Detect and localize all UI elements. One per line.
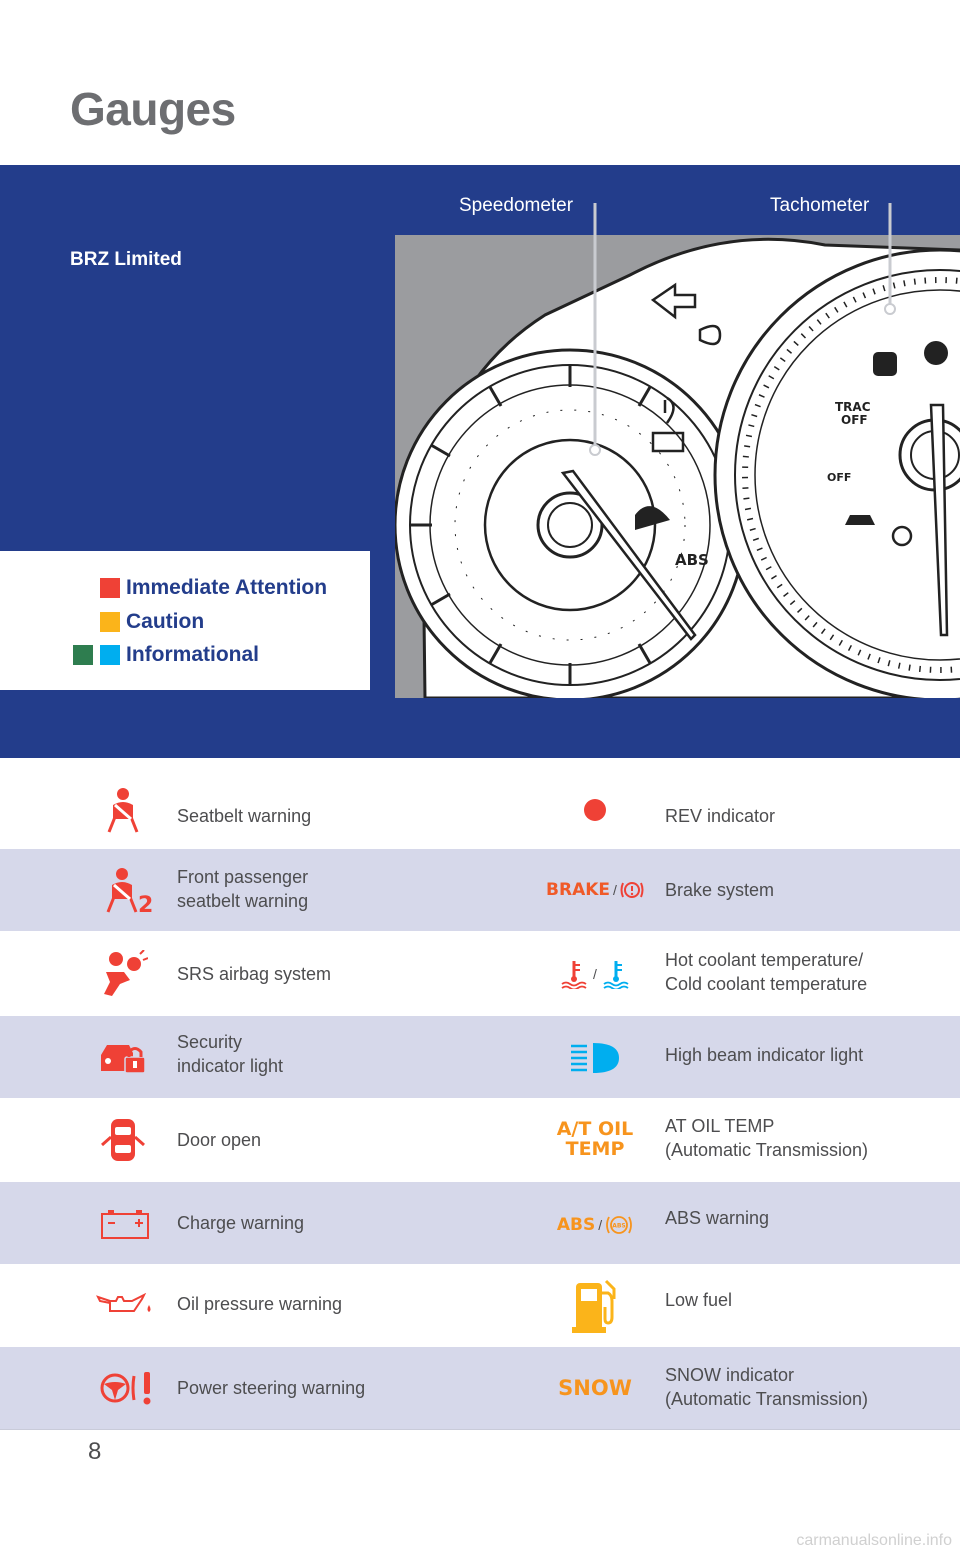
cluster-abs-text: ABS xyxy=(675,551,709,569)
label-line-1: SNOW indicator xyxy=(665,1365,795,1385)
temp-text: TEMP xyxy=(565,1138,625,1160)
amber-square-icon xyxy=(100,612,120,632)
snow-icon xyxy=(540,1371,650,1405)
footer-watermark: carmanualsonline.info xyxy=(796,1532,952,1549)
snow-indicator-label xyxy=(665,1363,955,1411)
brake-text-icon: BRAKE xyxy=(546,880,611,900)
brake-circle-icon xyxy=(620,879,644,901)
high-beam-label: High beam indicator light xyxy=(665,1045,864,1065)
seatbelt-warning-label: Seatbelt warning xyxy=(177,806,312,826)
high-beam-icon xyxy=(540,1038,650,1078)
brake-system-label: Brake system xyxy=(665,880,775,900)
abs-circle-icon xyxy=(605,1212,633,1238)
label-line-1: Security xyxy=(177,1032,243,1052)
table-row xyxy=(0,1016,960,1098)
snow-text-icon: SNOW xyxy=(558,1376,632,1400)
separator: / xyxy=(613,882,617,898)
door-open-label: Door open xyxy=(177,1130,262,1150)
airbag-icon xyxy=(95,949,151,999)
red-square-icon xyxy=(100,578,120,598)
abs-small-text: ABS xyxy=(612,1222,626,1230)
brake-icon xyxy=(540,875,650,905)
cold-coolant-icon xyxy=(603,959,629,989)
green-square-icon xyxy=(73,645,93,665)
low-fuel-label: Low fuel xyxy=(665,1290,733,1310)
table-row xyxy=(0,931,960,1016)
power-steering-warning-label: Power steering warning xyxy=(177,1378,366,1398)
table-row xyxy=(0,1264,960,1347)
hot-coolant-icon xyxy=(561,959,587,989)
cluster-off-text: OFF xyxy=(841,413,868,427)
legend-caution-label: Caution xyxy=(126,610,205,633)
rev-dot-icon xyxy=(540,794,650,826)
door-open-icon xyxy=(95,1114,151,1166)
label-line-2: (Automatic Transmission) xyxy=(665,1389,869,1409)
abs-warning-label: ABS warning xyxy=(665,1208,770,1228)
legend-immediate-label: Immediate Attention xyxy=(126,576,328,599)
legend-informational-label: Informational xyxy=(126,643,260,666)
battery-icon xyxy=(95,1204,155,1244)
fuel-pump-icon xyxy=(540,1274,650,1336)
front-passenger-seatbelt-label xyxy=(177,865,477,913)
table-row xyxy=(0,1182,960,1264)
coolant-temperature-label xyxy=(665,948,955,996)
tachometer-callout-label: Tachometer xyxy=(770,195,870,216)
power-steering-icon xyxy=(98,1367,158,1409)
model-label: BRZ Limited xyxy=(70,249,182,270)
page-title: Gauges xyxy=(70,83,236,135)
oil-can-icon xyxy=(95,1288,155,1320)
abs-icon xyxy=(540,1208,650,1242)
table-row xyxy=(0,768,960,849)
cluster-off2-text: OFF xyxy=(827,471,852,484)
label-line-1: AT OIL TEMP xyxy=(665,1116,775,1136)
label-line-2: Cold coolant temperature xyxy=(665,974,868,994)
label-line-2: seatbelt warning xyxy=(177,891,309,911)
hero-panel xyxy=(0,165,960,758)
at-oil-text: A/T OIL xyxy=(556,1118,634,1140)
security-icon xyxy=(95,1038,151,1078)
speedometer-callout-label: Speedometer xyxy=(459,195,574,216)
rev-indicator-label: REV indicator xyxy=(665,806,776,826)
table-row xyxy=(0,1098,960,1182)
cluster-trac-text: TRAC xyxy=(835,400,871,414)
at-oil-temp-label xyxy=(665,1114,955,1162)
srs-airbag-label: SRS airbag system xyxy=(177,964,332,984)
passenger-seatbelt-badge: 2 xyxy=(138,893,154,914)
oil-pressure-warning-label: Oil pressure warning xyxy=(177,1294,343,1314)
instrument-cluster-illustration xyxy=(395,235,960,698)
charge-warning-label: Charge warning xyxy=(177,1213,305,1233)
label-line-1: Hot coolant temperature/ xyxy=(665,950,864,970)
table-row xyxy=(0,1347,960,1429)
separator: / xyxy=(593,966,597,982)
abs-text-icon: ABS xyxy=(556,1215,596,1235)
label-line-2: indicator light xyxy=(177,1056,284,1076)
cluster-drawing xyxy=(395,235,960,698)
color-legend xyxy=(0,551,370,690)
coolant-icon xyxy=(540,957,650,991)
security-indicator-label xyxy=(177,1030,477,1078)
blue-square-icon xyxy=(100,645,120,665)
separator: / xyxy=(598,1217,603,1233)
seatbelt-icon xyxy=(95,786,151,834)
page-number: 8 xyxy=(88,1438,102,1465)
at-oil-temp-icon xyxy=(540,1114,650,1164)
table-bottom-rule xyxy=(0,1429,960,1430)
label-line-1: Front passenger xyxy=(177,867,309,887)
table-row xyxy=(0,849,960,931)
passenger-seatbelt-icon xyxy=(100,865,156,915)
label-line-2: (Automatic Transmission) xyxy=(665,1140,869,1160)
